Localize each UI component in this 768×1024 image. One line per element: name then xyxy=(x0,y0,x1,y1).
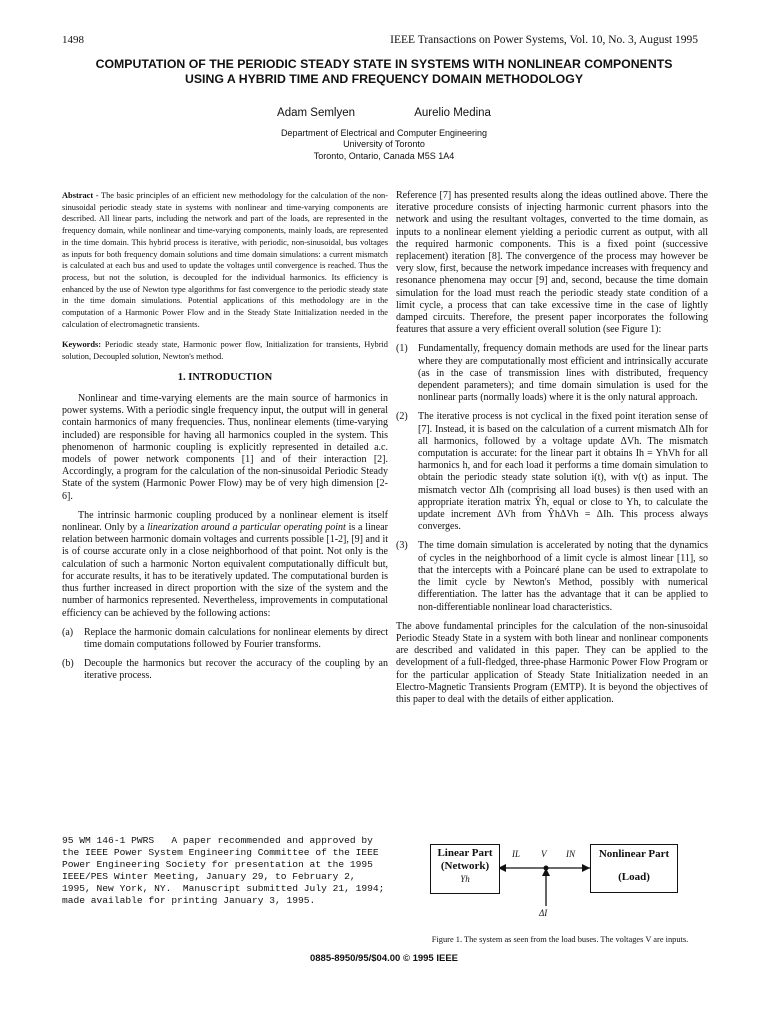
feature-item-3 xyxy=(396,540,708,613)
keywords xyxy=(62,339,388,362)
label-v: V xyxy=(541,849,547,859)
linear-part-param: Yh xyxy=(460,874,470,884)
affiliation-univ: University of Toronto xyxy=(343,139,425,150)
feature-2-label: (2) xyxy=(396,411,408,423)
action-item-b xyxy=(62,658,388,682)
issn-copyright: 0885-8950/95/$04.00 © 1995 IEEE xyxy=(309,953,459,964)
author-1: Adam Semlyen xyxy=(277,107,356,119)
linear-part-subtitle: (Network) xyxy=(440,860,490,872)
label-il: IL xyxy=(512,849,521,859)
intro-paragraph-1: Nonlinear and time-varying elements are the main source of harmonics in power systems. With a periodic single frequency input, the output will in general contain harmonics of many frequencies. Thus, nonlinear elements (time-varying included) are responsible for having all harmonics coupled in the system. This phenomenon of harmonic coupling is explicitly represented in detailed a.c. models of power network components [1] and of their interaction [2]. Accordingly, a program for the calculation of the non-sinusoidal Periodic Steady State of the system (Harmonic Power Flow) may be of very high dimension [2-6]. xyxy=(62,393,388,502)
footnote: 95 WM 146-1 PWRS A paper recommended and approved by the IEEE Power System Engineering Committee of the IEEE Power Engineering Society for presentation at the 1995 IEEE/PES Winter Meeting, January 29, to February 2, 1995, New York, NY. Manuscript submitted July 21, 1994; made available for printing January 3, 1995. xyxy=(62,835,391,906)
title-line-2: USING A HYBRID TIME AND FREQUENCY DOMAIN METHODOLOGY xyxy=(184,71,584,86)
intro-paragraph-2 xyxy=(62,510,388,620)
keywords-text: Periodic steady state, Harmonic power flow, Initialization for transients, Hybrid solution, Decoupled solution, Newton's method. xyxy=(62,340,388,362)
author-list xyxy=(0,107,768,119)
feature-1-label: (1) xyxy=(396,343,408,355)
intro-p2-end: is a linear relation between harmonic domain voltages and currents possible [1-2], [9] and it is of course accurate only in a close neighborhood of that point. Not only is the calculation of such a harmonic Norton equivalent computationally difficult but, for accurate results, it has to be iteratively updated. The computational burden is thus further increased in direct proportion with the size of the system and the number of harmonics represented. Nevertheless, improvements in computational efficiency can be achieved by the following actions: xyxy=(62,522,389,619)
action-a-label: (a) xyxy=(62,626,74,638)
label-delta-i: ΔI xyxy=(539,908,548,918)
paper-title xyxy=(60,57,708,86)
journal-header: IEEE Transactions on Power Systems, Vol. 10, No. 3, August 1995 xyxy=(390,34,698,46)
nonlinear-part-subtitle: (Load) xyxy=(618,871,650,883)
feature-item-1 xyxy=(396,343,708,404)
bus-node xyxy=(544,866,549,871)
intro-p2-emphasis: linearization around a particular operating point xyxy=(147,522,346,534)
section-heading-introduction: 1. INTRODUCTION xyxy=(177,371,273,383)
figure-caption: Figure 1. The system as seen from the load buses. The voltages V are inputs. xyxy=(431,935,689,944)
abstract-text: - The basic principles of an efficient new methodology for the calculation of the non-sinusoidal periodic steady state in systems with nonlinear and time-varying components are described. All linear parts, including the network and part of the loads, are represented in the frequency domain, while nonlinear and time-varying components, mainly loads, are represented in the time domain. This hybrid process is iterative, with periodic, non-sinusoidal, bus voltages as inputs for both frequency domain solutions and time domain simulations: a current mismatch is calculated at each bus and used to update the voltages until convergence is reached. Thus the process, but not the solution, is decoupled for the individual harmonics. Its efficiency is enhanced by the use of Newton type algorithms for fast convergence to the periodic steady state in the time domain simulations. Potential applications of this methodology are in the computation of a Harmonic Power Flow and in the Steady State Initialization needed in the calculation of electromagnetic transients. xyxy=(62,191,388,329)
right-paragraph-1: Reference [7] has presented results along the ideas outlined above. There the iterative procedure consists of injecting harmonic current phasors into the network and using the resultant voltages, converted to the time domain, as inputs to a nonlinear element yielding a periodic current as output, with all the required harmonic components. This is a fixed point (successive replacement) iteration [8]. The convergence of the process may however be very slow, first, because the network impedance increases with frequency and resonance phenomena may occur [9] and, second, because the time domain simulation for the load must reach the periodic steady state condition of a limit cycle, a process that can take excessive time in the case of lightly damped circuits. Therefore, the present paper incorporates the following features that assure a very efficient overall solution (see Figure 1): xyxy=(396,190,708,336)
nonlinear-part-title: Nonlinear Part xyxy=(598,848,670,860)
affiliation xyxy=(0,128,768,162)
feature-3-text: The time domain simulation is accelerated by noting that the dynamics of cycles in the neighborhood of a limit cycle is almost linear [11], so that the intercepts with a Poincaré plane can be used to extrapolate to the limit cycle by Newton's Method, possibly with numerical differentiation. The latter has the advantage that it can be applied to non-differentiable nonlinear load characteristics. xyxy=(418,540,708,613)
author-2: Aurelio Medina xyxy=(414,107,491,119)
abstract-label: Abstract xyxy=(62,191,94,200)
action-b-text: Decouple the harmonics but recover the accuracy of the coupling by an iterative process. xyxy=(84,658,388,682)
affiliation-city: Toronto, Ontario, Canada M5S 1A4 xyxy=(313,150,455,161)
arrow-right-icon xyxy=(582,864,590,872)
page-number: 1498 xyxy=(62,34,84,46)
figure-1 xyxy=(400,838,700,924)
action-item-a xyxy=(62,627,388,651)
keywords-label: Keywords: xyxy=(62,340,102,350)
left-column xyxy=(62,190,388,690)
action-a-text: Replace the harmonic domain calculations for nonlinear elements by direct time domain computations followed by Fourier transforms. xyxy=(84,626,388,650)
right-column xyxy=(396,190,708,713)
intro-p2-start: The intrinsic harmonic coupling produced by a nonlinear element is itself nonlinear. Only by a xyxy=(62,509,388,534)
feature-2-text: The iterative process is not cyclical in the fixed point iteration sense of [7]. Instead, it is based on the calculation of a current mismatch ΔIh for all harmonics, followed by a voltage update ΔVh. The mismatch computation is accurate: for the linear part it obtains Ih = YhVh for all harmonics h, and for each load it performs a time domain simulation to obtain the periodic steady state solution i(t), with v(t) as input. The mismatch vector ΔIh (comprising all load buses) is then used with an appropriate iteration matrix Ŷh, equal or close to Yh, to calculate the update increment ΔVh from ŶhΔVh = ΔIh. This process always converges. xyxy=(418,411,708,533)
feature-item-2 xyxy=(396,411,708,533)
label-in: IN xyxy=(566,849,575,859)
affiliation-dept: Department of Electrical and Computer Engineering xyxy=(280,128,488,138)
action-b-label: (b) xyxy=(62,658,74,670)
nonlinear-part-box xyxy=(590,844,678,893)
feature-1-text: Fundamentally, frequency domain methods are used for the linear parts where they are computationally most efficient and intrinsically accurate (as in the case of transmission lines with distributed, frequency dependent parameters); and time domain simulation is used for the nonlinear parts (normally loads) where it is the only natural approach. xyxy=(418,343,708,404)
right-paragraph-2: The above fundamental principles for the calculation of the non-sinusoidal Periodic Steady State in a system with both linear and nonlinear components are described and validated in this paper. They can be applied to the development of a full-fledged, three-phase Harmonic Power Flow Program or for the particular application of Steady State Initialization needed in an Electro-Magnetic Transients Program (EMTP). It is beyond the objectives of this paper to deal with the details of either application. xyxy=(396,620,708,705)
abstract xyxy=(62,190,388,330)
title-line-1: COMPUTATION OF THE PERIODIC STEADY STATE IN SYSTEMS WITH NONLINEAR COMPONENTS xyxy=(95,57,673,71)
linear-part-box xyxy=(430,844,500,894)
linear-part-title: Linear Part xyxy=(437,847,493,859)
feature-3-label: (3) xyxy=(396,540,408,552)
